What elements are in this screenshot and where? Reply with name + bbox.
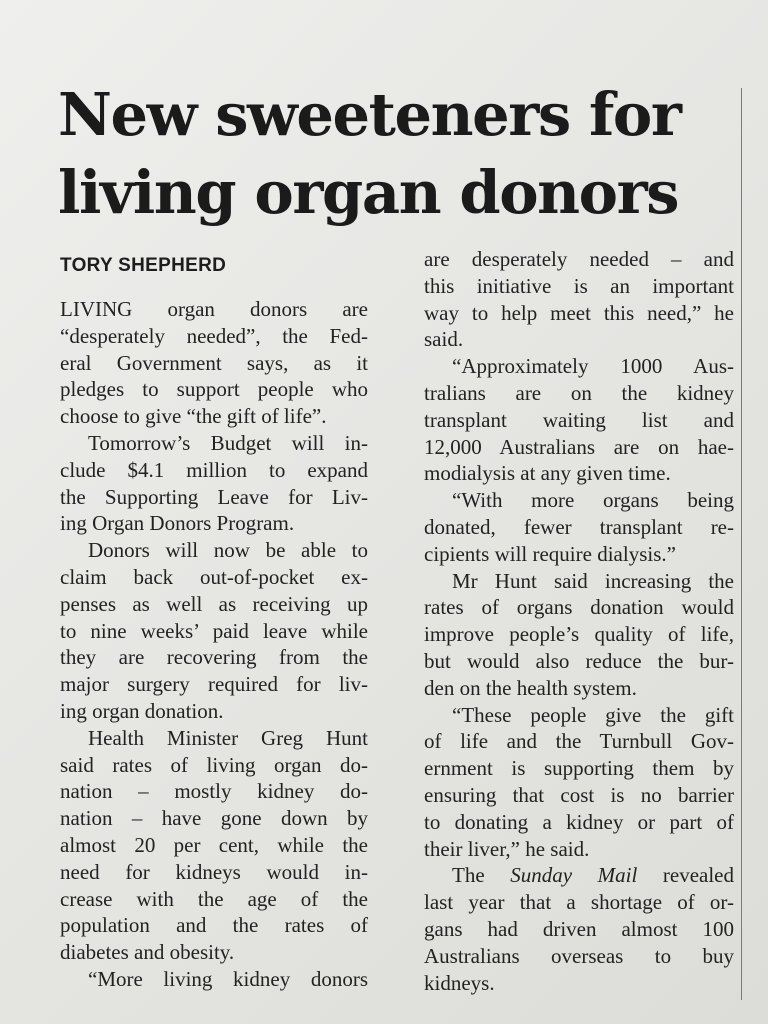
article-text-line: of life and the Turnbull Gov- [424, 729, 734, 754]
article-text-line: the Supporting Leave for Liv- [60, 484, 368, 509]
article-text-line: need for kidneys would in- [60, 859, 368, 884]
article-text-line: LIVING organ donors are [60, 297, 368, 321]
article-text-line: they are recovering from the [60, 645, 368, 670]
article-text-line: “More living kidney donors [88, 966, 368, 991]
article-text-line: Health Minister Greg Hunt [88, 725, 368, 750]
article-text-line: to donating a kidney or part of [424, 809, 734, 834]
article-text-line: “desperately needed”, the Fed- [60, 323, 368, 348]
article-text-line: modialysis at any given time. [424, 461, 671, 486]
article-text-line: crease with the age of the [60, 886, 368, 911]
article-text-line [424, 862, 734, 889]
article-text-line: to nine weeks’ paid leave while [60, 618, 368, 643]
article-text-line: Tomorrow’s Budget will in- [88, 430, 368, 455]
article-text-line: “Approximately 1000 Aus- [452, 354, 734, 379]
article-text-line: rates of organs donation would [424, 595, 734, 620]
article-text-line: ensuring that cost is no barrier [424, 782, 734, 807]
text-segment: The [452, 863, 511, 888]
article-text-line: Australians overseas to buy [424, 943, 734, 968]
article-text-line: clude $4.1 million to expand [60, 457, 368, 482]
article-text-line: population and the rates of [60, 913, 368, 938]
article-text-line: eral Government says, as it [60, 350, 368, 375]
article-column-left [60, 296, 368, 993]
article-text-line: Mr Hunt said increasing the [452, 568, 734, 593]
article-text-line: kidneys. [424, 970, 495, 995]
article-text-line: choose to give “the gift of life”. [60, 404, 327, 429]
article-text-line: but would also reduce the bur- [424, 648, 734, 673]
column-rule [741, 88, 742, 1000]
article-text-line: ing organ donation. [60, 698, 224, 723]
article-headline [58, 76, 728, 232]
article-text-line: almost 20 per cent, while the [60, 832, 368, 857]
headline-line: New sweeteners for [58, 80, 681, 149]
article-text-line: nation – have gone down by [60, 806, 368, 831]
article-text-line: penses as well as receiving up [60, 591, 368, 616]
author-byline: TORY SHEPHERD [60, 255, 227, 276]
text-segment: revealed [637, 863, 734, 888]
article-column-right [424, 246, 734, 996]
headline-line: living organ donors [58, 158, 679, 227]
article-text-line: ing Organ Donors Program. [60, 511, 295, 536]
article-text-line: donated, fewer transplant re- [424, 514, 734, 539]
article-text-line: den on the health system. [424, 675, 637, 700]
publication-name: Sunday Mail [510, 863, 638, 888]
article-text-line: last year that a shortage of or- [424, 890, 734, 915]
article-text-line: Donors will now be able to [88, 538, 368, 563]
article-text-line: are desperately needed – and [424, 247, 734, 271]
article-text-line: pledges to support people who [60, 377, 368, 402]
article-text-line: way to help meet this need,” he [424, 300, 734, 325]
article-text-line: major surgery required for liv- [60, 672, 368, 697]
article-text-line: tralians are on the kidney [424, 380, 734, 405]
article-text-line: nation – mostly kidney do- [60, 779, 368, 804]
article-text-line: 12,000 Australians are on hae- [424, 434, 734, 459]
article-text-line: transplant waiting list and [424, 407, 734, 432]
article-text-line: “These people give the gift [452, 702, 734, 727]
article-text-line: “With more organs being [452, 488, 734, 513]
article-text-line: gans had driven almost 100 [424, 916, 734, 941]
article-text-line: diabetes and obesity. [60, 940, 235, 965]
article-text-line: their liver,” he said. [424, 836, 590, 861]
article-text-line: said rates of living organ do- [60, 752, 368, 777]
article-text-line: ernment is supporting them by [424, 756, 734, 781]
article-text-line: improve people’s quality of life, [424, 622, 734, 647]
article-text-line: said. [424, 327, 464, 352]
article-text-line: claim back out-of-pocket ex- [60, 564, 368, 589]
article-text-line: this initiative is an important [424, 273, 734, 298]
article-text-line: cipients will require dialysis.” [424, 541, 676, 566]
